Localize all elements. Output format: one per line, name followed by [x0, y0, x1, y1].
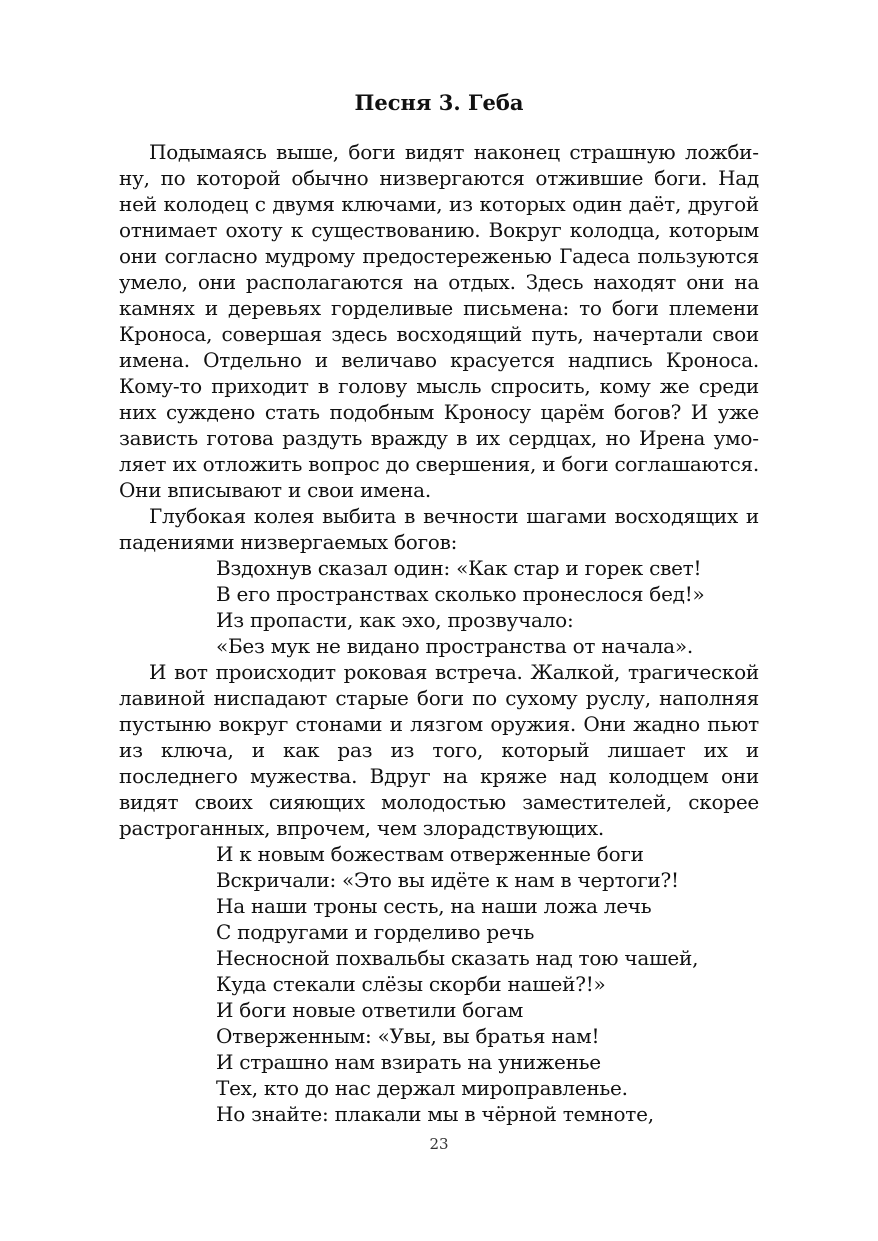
paragraph: Подымаясь выше, боги видят наконец страшную ложбину, по которой обычно низвергаются отжившие боги. Над ней колодец с двумя ключами, из которых один даёт, другой отнимает охоту к существованию. Вокруг колодца, которым они согласно мудрому предостереженью Гадеса пользуются умело, они располагаются на отдых. Здесь находят они на камнях и деревьях горделивые письмена: то боги племени Кроноса, совершая здесь восходящий путь, начертали свои имена. Отдельно и величаво красуется надпись Кроноса. Кому-то приходит в голову мысль спросить, кому же среди них суждено стать подобным Кроносу царём богов? И уже зависть готова раздуть вражду в их сердцах, но Ирена умоляет их отложить вопрос до свершения, и боги соглашаются. Они вписывают и свои имена. [119, 140, 759, 502]
verse-line: Из пропасти, как эхо, прозвучало: [216, 608, 574, 632]
verse-line: И боги новые ответили богам [216, 998, 524, 1022]
verse-line: В его пространствах сколько пронеслося бед!» [216, 582, 705, 606]
verse-line: Вздохнув сказал один: «Как стар и горек свет! [216, 556, 702, 580]
verse-line: «Без мук не видано пространства от начала». [216, 634, 693, 658]
paragraph: Глубокая колея выбита в вечности шагами восходящих и падениями низвергаемых богов: [119, 504, 759, 554]
verse-line: На наши троны сесть, на наши ложа лечь [216, 894, 652, 918]
verse-line: Несносной похвальбы сказать над тою чашей, [216, 946, 699, 970]
verse-line: С подругами и горделиво речь [216, 920, 535, 944]
verse-line: Вскричали: «Это вы идёте к нам в чертоги?! [216, 868, 679, 892]
verse-block [119, 555, 759, 659]
chapter-title: Песня 3. Геба [354, 90, 524, 115]
page-body [119, 139, 759, 1127]
verse-line: Отверженным: «Увы, вы братья нам! [216, 1024, 600, 1048]
verse-line: И к новым божествам отверженные боги [216, 842, 644, 866]
paragraph: И вот происходит роковая встреча. Жалкой, трагической лавиной ниспадают старые боги по сухому руслу, наполняя пустыню вокруг стонами и лязгом оружия. Они жадно пьют из ключа, и как раз из того, который лишает их и последнего мужества. Вдруг на кряже над колодцем они видят своих сияющих молодостью заместителей, скорее растроганных, впрочем, чем злорадствующих. [119, 660, 759, 840]
verse-block [119, 841, 759, 1127]
verse-line: И страшно нам взирать на униженье [216, 1050, 601, 1074]
verse-line: Но знайте: плакали мы в чёрной темноте, [216, 1102, 654, 1126]
page-number: 23 [429, 1135, 449, 1153]
verse-line: Тех, кто до нас держал мироправленье. [216, 1076, 628, 1100]
verse-line: Куда стекали слёзы скорби нашей?!» [216, 972, 606, 996]
